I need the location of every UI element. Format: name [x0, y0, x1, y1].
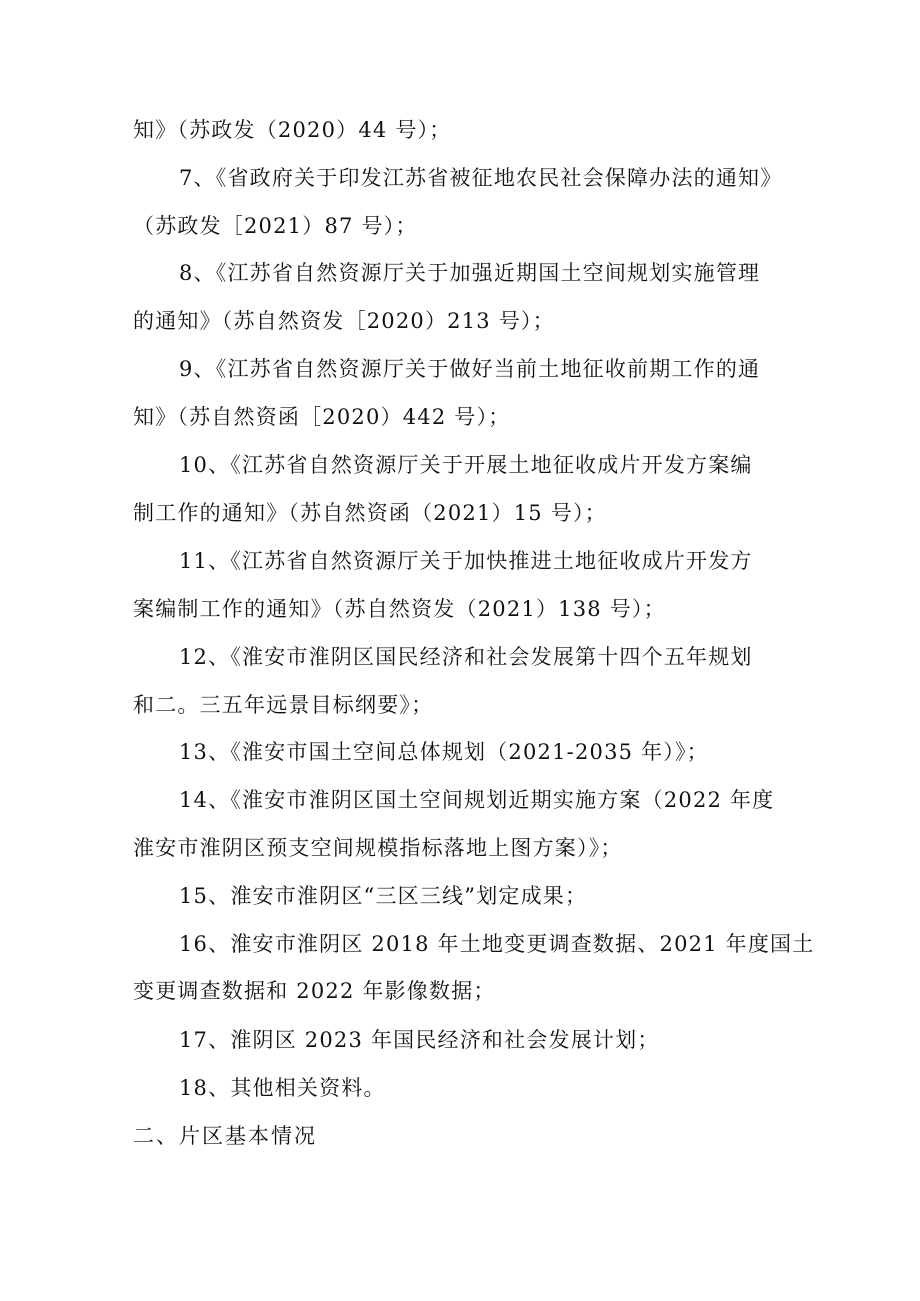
list-item-10: 10、《江苏省自然资源厅关于开展土地征收成片开发方案编 — [179, 453, 753, 477]
list-item-7: 7、《省政府关于印发江苏省被征地农民社会保障办法的通知》 — [179, 166, 783, 190]
list-item-14: 14、《淮安市淮阴区国土空间规划近期实施方案（2022 年度 — [179, 788, 775, 812]
text-line: 案编制工作的通知》（苏自然资发（2021）138 号）； — [133, 597, 666, 621]
text-line: 淮安市淮阴区预支空间规模指标落地上图方案）》； — [133, 836, 623, 860]
text-line: 的通知》（苏自然资发［2020）213 号）； — [133, 309, 555, 333]
list-item-8: 8、《江苏省自然资源厅关于加强近期国土空间规划实施管理 — [179, 261, 761, 285]
list-item-15: 15、淮安市淮阴区“三区三线”划定成果； — [179, 884, 588, 908]
text-line: 知》（苏政发（2020）44 号）； — [133, 118, 452, 142]
text-line: 变更调查数据和 2022 年影像数据； — [133, 979, 496, 1003]
text-line: 和二。三五年远景目标纲要》； — [133, 693, 434, 717]
list-item-11: 11、《江苏省自然资源厅关于加快推进土地征收成片开发方 — [179, 549, 753, 573]
text-line: 知》（苏自然资函［2020）442 号）； — [133, 405, 511, 429]
list-item-18: 18、其他相关资料。 — [179, 1076, 386, 1100]
section-heading: 二、片区基本情况 — [133, 1124, 317, 1148]
text-line: 制工作的通知》（苏自然资函（2021）15 号）； — [133, 501, 607, 525]
list-item-17: 17、淮阴区 2023 年国民经济和社会发展计划； — [179, 1028, 660, 1052]
list-item-9: 9、《江苏省自然资源厅关于做好当前土地征收前期工作的通 — [179, 357, 761, 381]
list-item-13: 13、《淮安市国土空间总体规划（2021-2035 年）》； — [179, 740, 709, 764]
list-item-12: 12、《淮安市淮阴区国民经济和社会发展第十四个五年规划 — [179, 645, 753, 669]
list-item-16: 16、淮安市淮阴区 2018 年土地变更调查数据、2021 年度国土 — [179, 932, 815, 956]
text-line: （苏政发［2021）87 号）； — [133, 214, 418, 238]
